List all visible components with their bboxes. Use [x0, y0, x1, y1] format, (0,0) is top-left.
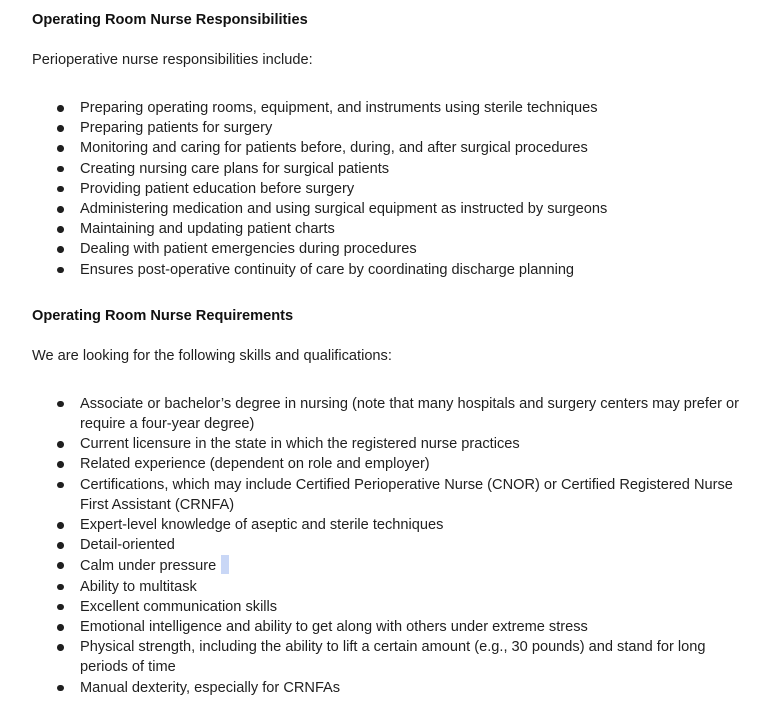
list-item — [32, 515, 747, 535]
list-item — [32, 118, 747, 138]
bullet-icon — [57, 604, 64, 611]
list-item-text: Providing patient education before surgery — [80, 180, 355, 197]
list-item-text: Ensures post-operative continuity of care by coordinating discharge planning — [80, 261, 575, 278]
list-item — [32, 535, 747, 555]
requirements-section — [32, 306, 747, 698]
list-item-text: Dealing with patient emergencies during procedures — [80, 241, 417, 258]
list-item — [32, 260, 747, 280]
list-item — [32, 394, 747, 434]
bullet-icon — [57, 562, 64, 569]
list-item — [32, 597, 747, 617]
bullet-icon — [57, 644, 64, 651]
bullet-icon — [57, 401, 64, 408]
section-intro: We are looking for the following skills and qualifications: — [32, 347, 392, 364]
list-item-text: Monitoring and caring for patients before, during, and after surgical procedures — [80, 140, 588, 157]
list-item-text: Preparing operating rooms, equipment, and instruments using sterile techniques — [80, 100, 598, 116]
list-item-text: Maintaining and updating patient charts — [80, 221, 335, 238]
list-item — [32, 637, 747, 677]
bullet-icon — [57, 441, 64, 448]
list-item — [32, 98, 747, 118]
bullet-icon — [57, 522, 64, 529]
list-item — [32, 179, 747, 199]
list-item-text: Physical strength, including the ability to lift a certain amount (e.g., 30 pounds) and stand for long periods of time — [80, 639, 706, 676]
bullet-icon — [57, 624, 64, 631]
bullet-icon — [57, 542, 64, 549]
list-item — [32, 454, 747, 474]
list-item-text: Associate or bachelor’s degree in nursing (note that many hospitals and surgery centers may prefer or require a four-year degree) — [80, 395, 739, 433]
bullet-icon — [57, 166, 64, 173]
list-item-text: Ability to multitask — [80, 578, 197, 595]
list-item-text: Expert-level knowledge of aseptic and sterile techniques — [80, 517, 444, 534]
bullet-icon — [57, 186, 64, 193]
bullet-icon — [57, 206, 64, 213]
list-item-text: Excellent communication skills — [80, 598, 278, 615]
list-item — [32, 475, 747, 515]
list-item — [32, 555, 747, 576]
list-item-text: Manual dexterity, especially for CRNFAs — [80, 679, 341, 696]
list-item-text: Creating nursing care plans for surgical patients — [80, 160, 390, 177]
section-intro: Perioperative nurse responsibilities include: — [32, 52, 313, 68]
document-body — [32, 10, 747, 698]
list-item-text: Related experience (dependent on role and employer) — [80, 456, 430, 473]
list-item-text: Current licensure in the state in which the registered nurse practices — [80, 436, 520, 453]
list-item-text: Certifications, which may include Certified Perioperative Nurse (CNOR) or Certified Registered Nurse First Assistant (CRNFA) — [80, 476, 733, 513]
list-item — [32, 219, 747, 239]
list-item-text: Administering medication and using surgical equipment as instructed by surgeons — [80, 201, 608, 218]
list-item-text: Calm under pressure — [80, 558, 217, 575]
list-item — [32, 159, 747, 179]
bullet-icon — [57, 461, 64, 468]
bullet-icon — [57, 482, 64, 489]
text-selection-highlight[interactable] — [221, 555, 229, 574]
section-heading: Operating Room Nurse Responsibilities — [32, 12, 308, 28]
list-item — [32, 138, 747, 158]
bullet-icon — [57, 145, 64, 152]
bullet-icon — [57, 584, 64, 591]
bullet-icon — [57, 685, 64, 692]
responsibilities-section — [32, 10, 747, 280]
bullet-list — [32, 394, 747, 698]
bullet-list — [32, 98, 747, 280]
list-item — [32, 199, 747, 219]
list-item-text: Detail-oriented — [80, 537, 175, 554]
list-item-text: Preparing patients for surgery — [80, 120, 273, 137]
bullet-icon — [57, 246, 64, 253]
list-item — [32, 617, 747, 637]
list-item-text: Emotional intelligence and ability to get along with others under extreme stress — [80, 619, 588, 636]
bullet-icon — [57, 226, 64, 233]
bullet-icon — [57, 267, 64, 274]
list-item — [32, 434, 747, 454]
list-item — [32, 577, 747, 597]
list-item — [32, 678, 747, 698]
section-heading: Operating Room Nurse Requirements — [32, 307, 294, 324]
list-item — [32, 239, 747, 259]
bullet-icon — [57, 105, 64, 112]
bullet-icon — [57, 125, 64, 132]
